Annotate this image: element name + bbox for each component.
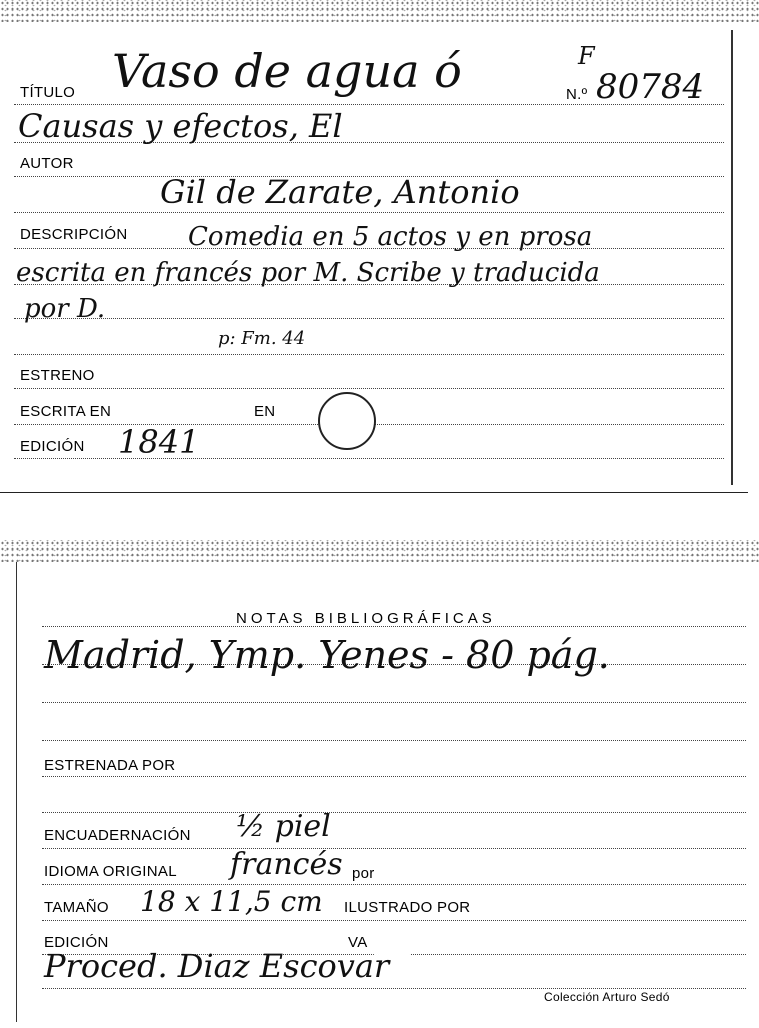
label-tamano: TAMAÑO — [44, 899, 109, 916]
handwritten-original-language: francés — [230, 847, 343, 882]
rule-line — [42, 776, 746, 777]
label-escrita-en: ESCRITA EN — [20, 403, 112, 420]
label-idioma-original: IDIOMA ORIGINAL — [44, 863, 177, 880]
rule-line — [42, 920, 746, 921]
catalog-card-front — [0, 0, 748, 493]
catalog-card-back — [0, 540, 748, 1028]
label-por: por — [352, 865, 375, 882]
handwritten-note: p: Fm. 44 — [218, 328, 306, 349]
library-stamp-circle — [318, 392, 376, 450]
label-encuadernacion: ENCUADERNACIÓN — [44, 827, 191, 844]
rule-line — [42, 988, 746, 989]
handwritten-title-line2: Causas y efectos, El — [18, 107, 343, 145]
handwritten-edition-year: 1841 — [118, 423, 200, 461]
handwritten-catalog-number: 80784 — [596, 67, 705, 107]
rule-line — [14, 354, 724, 355]
handwritten-number-mark: F — [578, 42, 595, 70]
label-autor: AUTOR — [20, 155, 74, 172]
rule-line — [42, 812, 746, 813]
label-ilustrado-por: ILUSTRADO POR — [344, 899, 471, 916]
rule-line — [42, 740, 746, 741]
card-left-edge — [16, 562, 17, 1022]
label-edicion: EDICIÓN — [20, 438, 85, 455]
label-notas-bibliograficas: NOTAS BIBLIOGRÁFICAS — [236, 610, 496, 627]
label-en: EN — [254, 403, 276, 420]
torn-top-edge — [0, 0, 759, 22]
label-va: VA — [348, 934, 368, 951]
label-estrenada-por: ESTRENADA POR — [44, 757, 176, 774]
rule-line — [42, 702, 746, 703]
handwritten-title-line1: Vaso de agua ó — [112, 44, 462, 98]
handwritten-description-line2: escrita en francés por M. Scribe y traducida — [16, 258, 600, 288]
label-titulo: TÍTULO — [20, 84, 76, 101]
collection-footer: Colección Arturo Sedó — [544, 990, 670, 1004]
handwritten-description-line1: Comedia en 5 actos y en prosa — [188, 222, 593, 252]
torn-top-edge — [0, 540, 759, 562]
handwritten-provenance: Proced. Diaz Escovar — [44, 947, 390, 985]
rule-line — [14, 318, 724, 319]
rule-line — [14, 388, 724, 389]
handwritten-author: Gil de Zarate, Antonio — [160, 173, 520, 211]
label-numero: N.º — [566, 86, 588, 103]
rule-line — [14, 212, 724, 213]
label-descripcion: DESCRIPCIÓN — [20, 226, 128, 243]
handwritten-notes: Madrid, Ymp. Yenes - 80 pág. — [44, 633, 610, 677]
handwritten-binding: ½ piel — [236, 809, 331, 844]
handwritten-size: 18 x 11,5 cm — [140, 885, 323, 918]
card-right-edge — [731, 30, 733, 485]
label-edicion: EDICIÓN — [44, 934, 109, 951]
label-estreno: ESTRENO — [20, 367, 95, 384]
rule-line — [42, 848, 746, 849]
handwritten-description-line3: por D. — [24, 294, 106, 324]
